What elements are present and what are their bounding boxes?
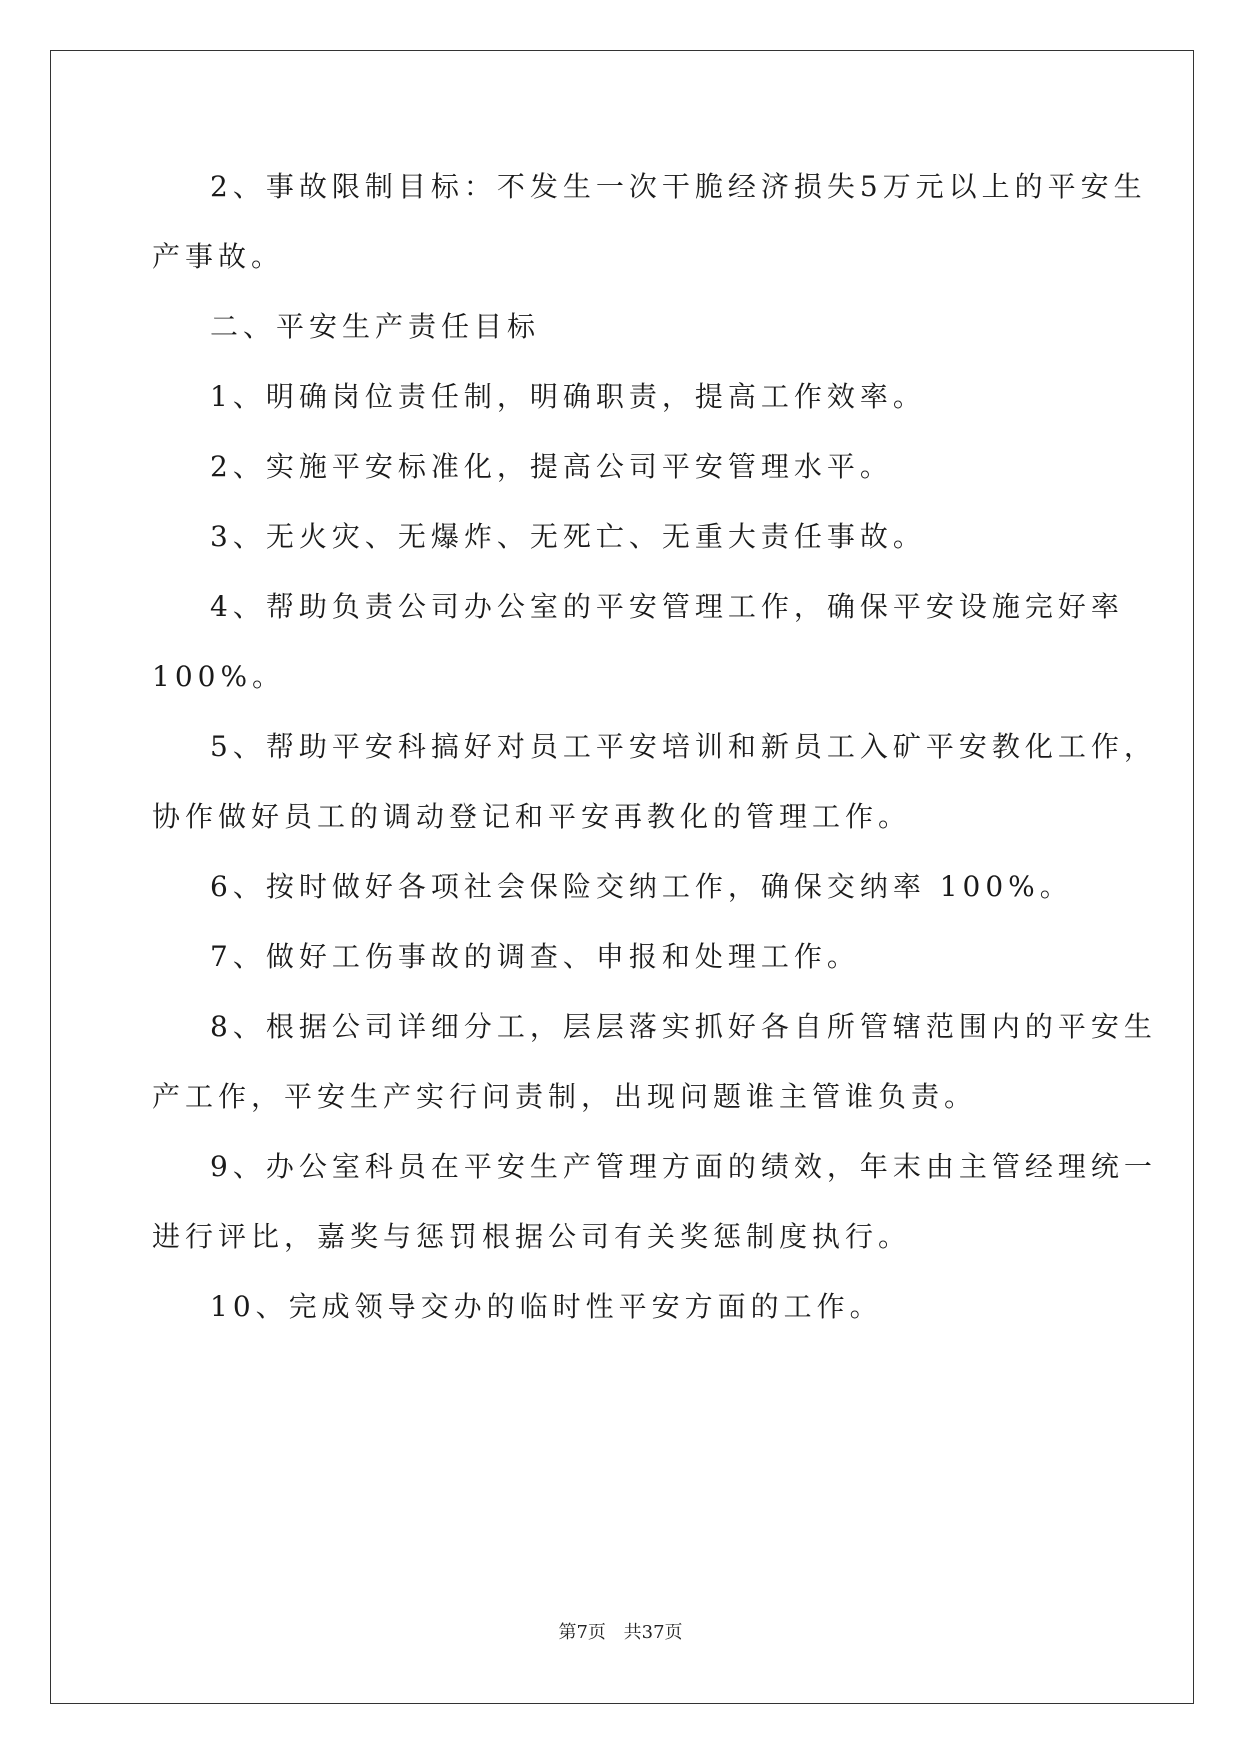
paragraph-line: 1、明确岗位责任制，明确职责，提高工作效率。 xyxy=(210,380,926,413)
paragraph-line: 5、帮助平安科搞好对员工平安培训和新员工入矿平安教化工作， xyxy=(210,730,1157,763)
paragraph-line: 2、实施平安标准化，提高公司平安管理水平。 xyxy=(210,450,893,483)
paragraph-line: 4、帮助负责公司办公室的平安管理工作，确保平安设施完好率 xyxy=(210,590,1124,623)
page-total: 共37页 xyxy=(623,1622,683,1643)
paragraph-line: 3、无火灾、无爆炸、无死亡、无重大责任事故。 xyxy=(210,520,926,553)
paragraph-line: 产工作，平安生产实行问责制，出现问题谁主管谁负责。 xyxy=(152,1080,978,1113)
section-heading: 二、平安生产责任目标 xyxy=(210,310,541,343)
paragraph-line: 6、按时做好各项社会保险交纳工作，确保交纳率 100%。 xyxy=(210,870,1073,903)
page-number: 第7页 xyxy=(558,1622,606,1643)
page-footer xyxy=(0,1618,1241,1644)
paragraph-line: 协作做好员工的调动登记和平安再教化的管理工作。 xyxy=(152,800,912,833)
paragraph-line: 2、事故限制目标：不发生一次干脆经济损失5万元以上的平安生 xyxy=(210,170,1147,203)
paragraph-line: 9、办公室科员在平安生产管理方面的绩效，年末由主管经理统一 xyxy=(210,1150,1157,1183)
paragraph-line: 进行评比，嘉奖与惩罚根据公司有关奖惩制度执行。 xyxy=(152,1220,912,1253)
paragraph-line: 产事故。 xyxy=(152,240,285,273)
paragraph-line: 7、做好工伤事故的调查、申报和处理工作。 xyxy=(210,940,860,973)
paragraph-line: 10、完成领导交办的临时性平安方面的工作。 xyxy=(210,1290,883,1323)
paragraph-line: 100%。 xyxy=(152,660,286,693)
paragraph-line: 8、根据公司详细分工，层层落实抓好各自所管辖范围内的平安生 xyxy=(210,1010,1157,1043)
